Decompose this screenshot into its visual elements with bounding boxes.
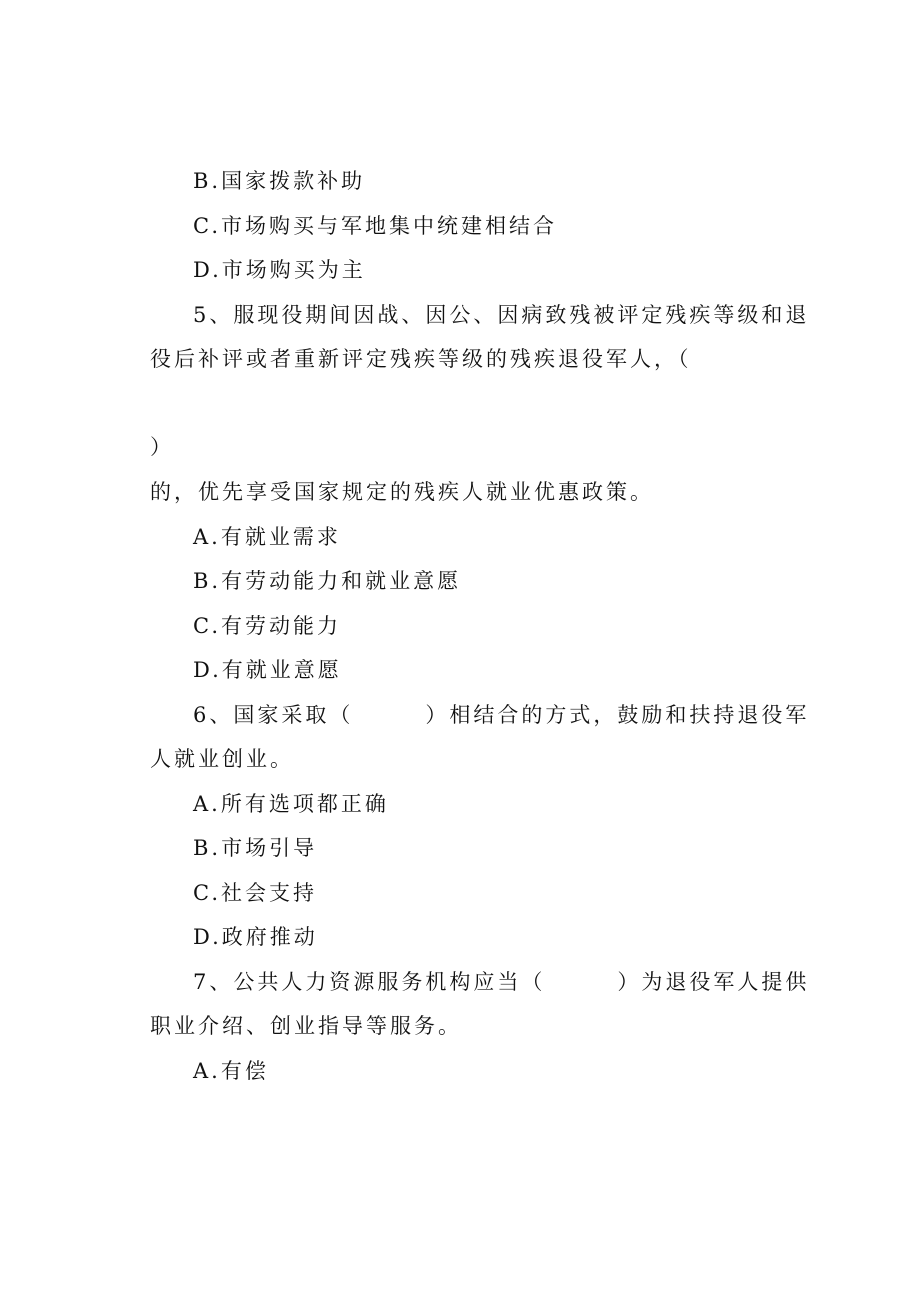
q4-option-b: B.国家拨款补助 xyxy=(193,169,366,193)
q6-option-a: A.所有选项都正确 xyxy=(193,792,389,816)
q4-option-d: D.市场购买为主 xyxy=(193,258,366,282)
q6-option-b: B.市场引导 xyxy=(193,836,318,860)
q6-option-d: D.政府推动 xyxy=(193,925,318,949)
q7-stem-line1: 7、公共人力资源服务机构应当（ ）为退役军人提供 xyxy=(193,970,810,994)
q5-stem-line1: 5、服现役期间因战、因公、因病致残被评定残疾等级和退 xyxy=(193,303,810,327)
q4-option-c: C.市场购买与军地集中统建相结合 xyxy=(193,214,557,238)
q7-option-a: A.有偿 xyxy=(193,1059,269,1083)
q5-option-c: C.有劳动能力 xyxy=(193,614,341,638)
q5-stem-line4: 的，优先享受国家规定的残疾人就业优惠政策。 xyxy=(150,480,654,504)
q5-stem-line2: 役后补评或者重新评定残疾等级的残疾退役军人，（ xyxy=(150,347,692,371)
q5-option-a: A.有就业需求 xyxy=(193,525,341,549)
q6-stem-line2: 人就业创业。 xyxy=(150,747,294,771)
q5-option-b: B.有劳动能力和就业意愿 xyxy=(193,569,462,593)
q6-stem-line1: 6、国家采取（ ）相结合的方式，鼓励和扶持退役军 xyxy=(193,703,810,727)
q7-stem-line2: 职业介绍、创业指导等服务。 xyxy=(150,1014,462,1038)
q6-option-c: C.社会支持 xyxy=(193,881,317,905)
q5-option-d: D.有就业意愿 xyxy=(193,658,342,682)
q5-stem-line3: ） xyxy=(150,435,174,459)
